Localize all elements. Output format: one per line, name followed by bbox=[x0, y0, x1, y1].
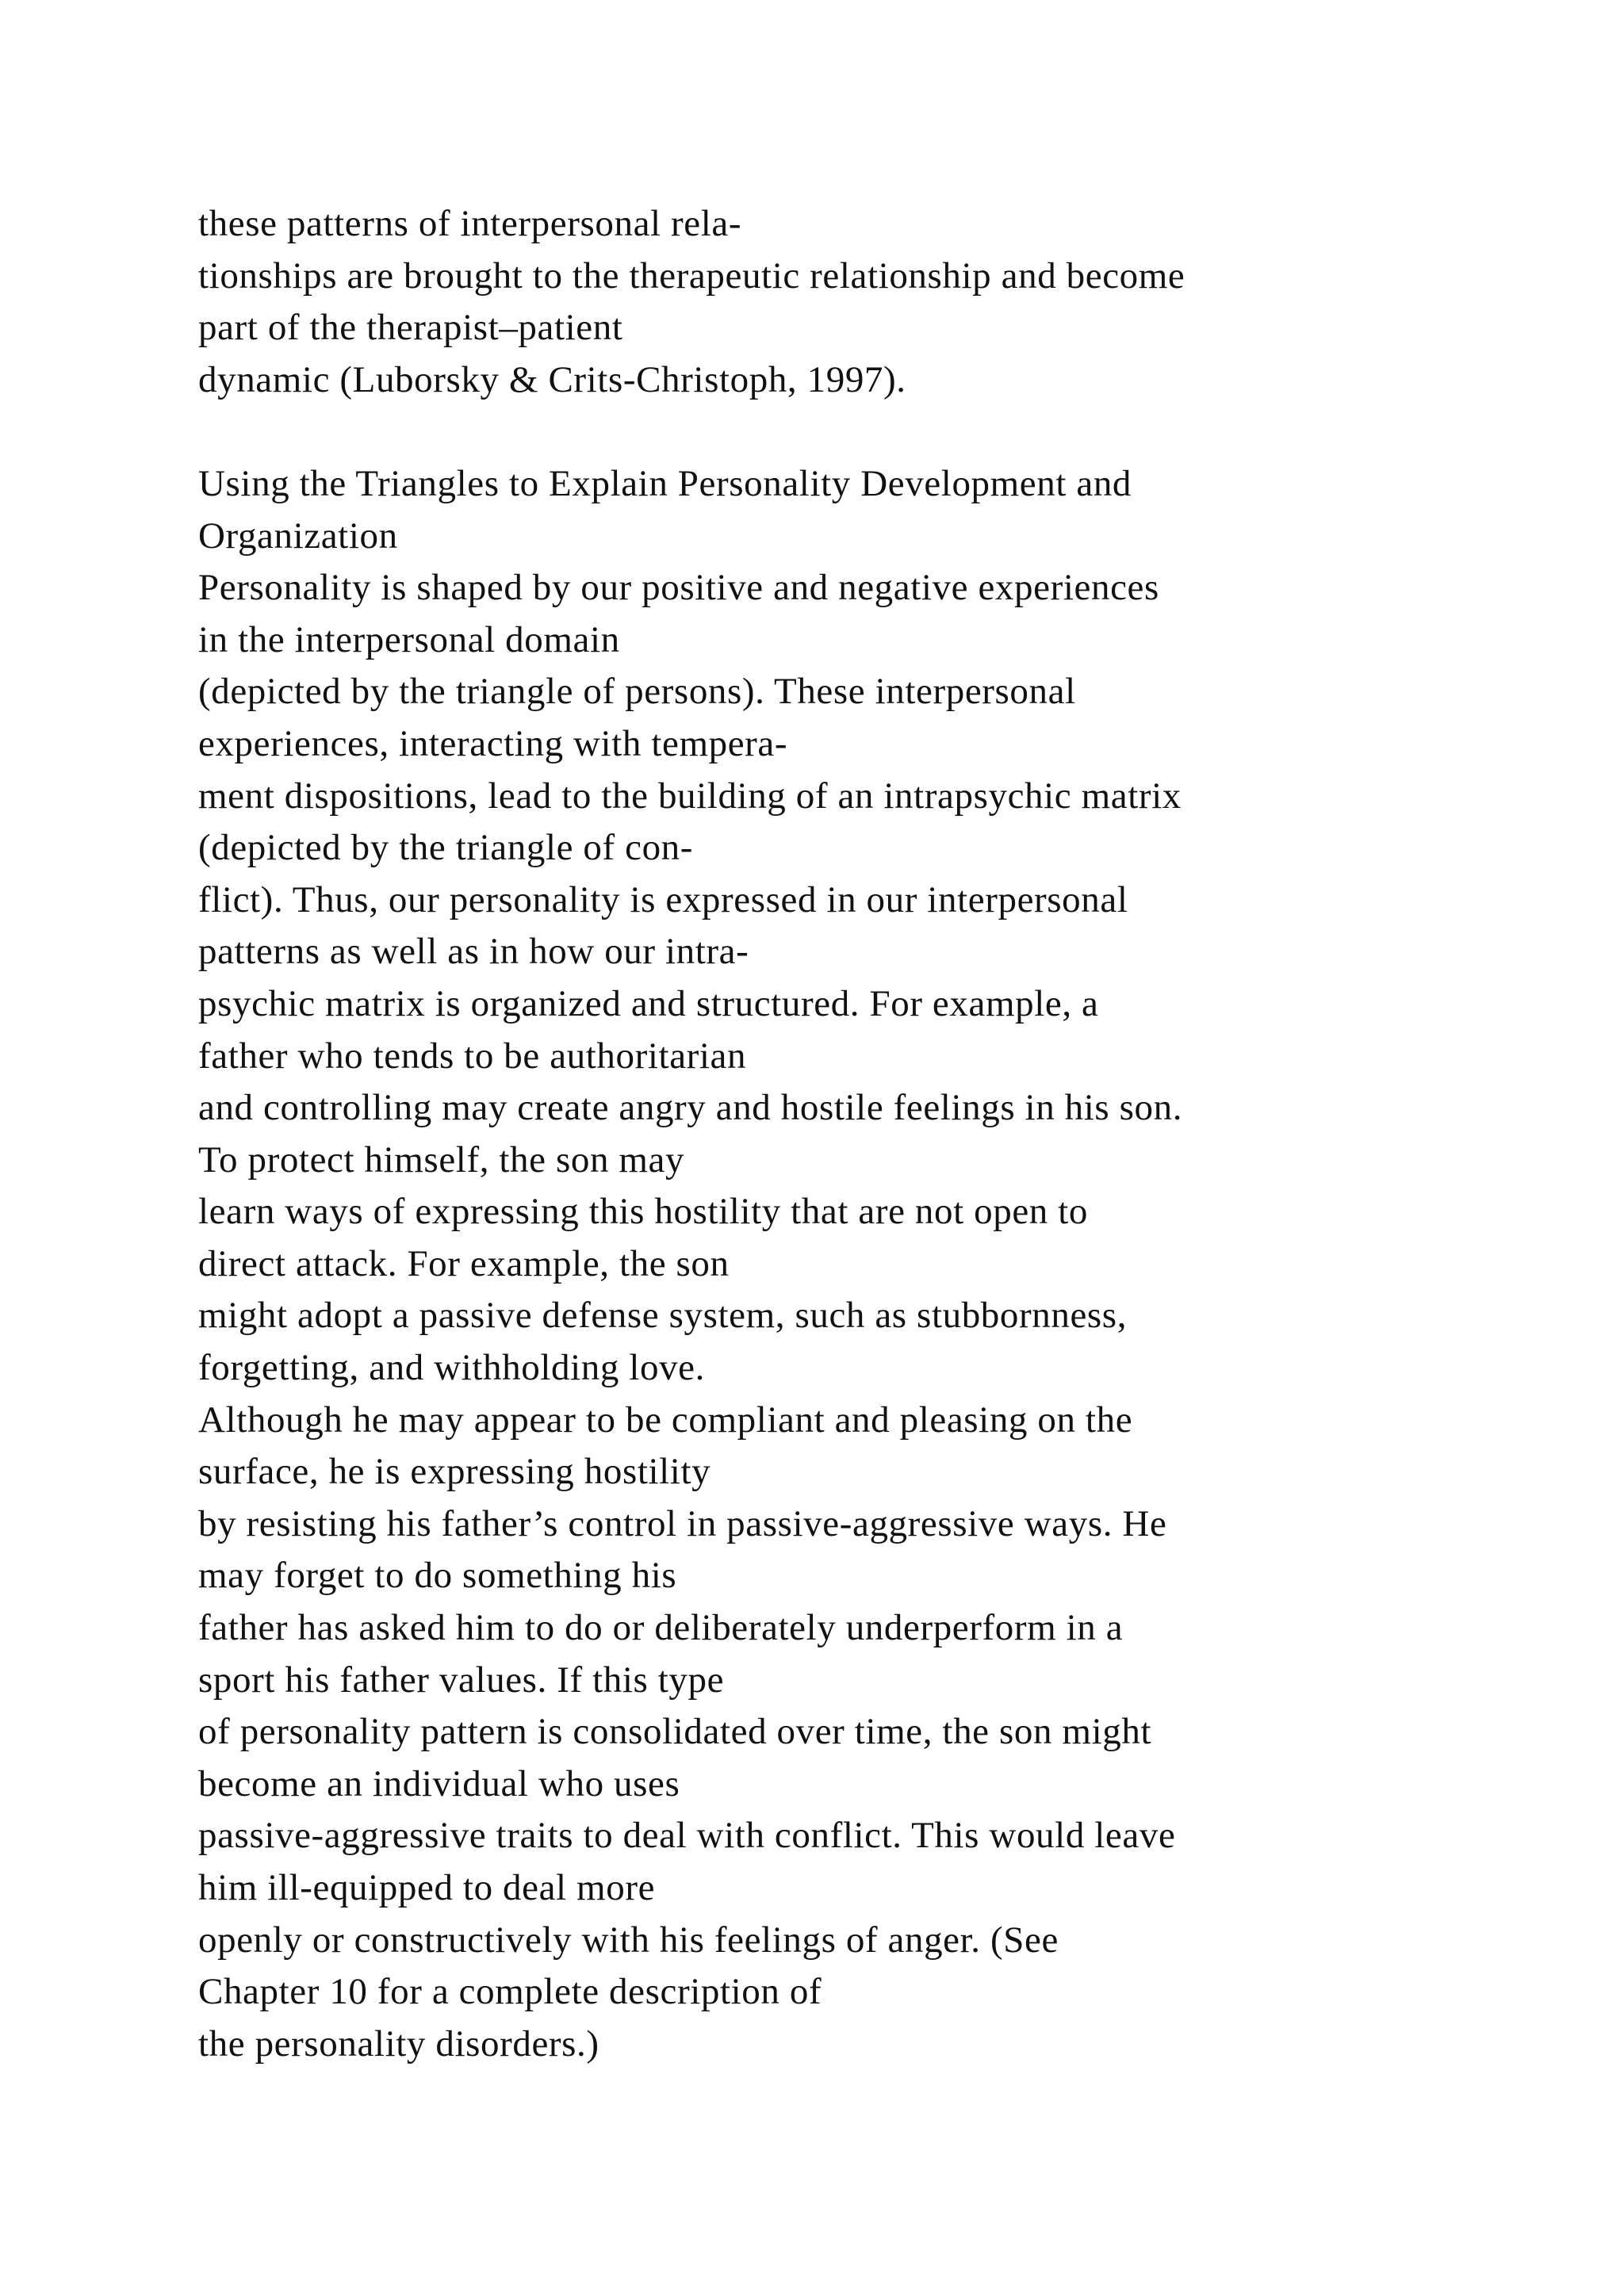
text-line: To protect himself, the son may bbox=[198, 1138, 685, 1181]
text-line: forgetting, and withholding love. bbox=[198, 1347, 705, 1389]
text-line: (depicted by the triangle of persons). These interpersonal bbox=[198, 671, 1076, 713]
text-line: the personality disorders.) bbox=[198, 2022, 599, 2064]
text-line: (depicted by the triangle of con- bbox=[198, 827, 694, 869]
text-line: in the interpersonal domain bbox=[198, 618, 620, 660]
text-line: flict). Thus, our personality is expressed in our interpersonal bbox=[198, 878, 1128, 920]
text-line: sport his father values. If this type bbox=[198, 1659, 725, 1701]
text-line: Personality is shaped by our positive and negative experiences bbox=[198, 567, 1159, 609]
text-line: part of the therapist–patient bbox=[198, 307, 623, 349]
text-line: Chapter 10 for a complete description of bbox=[198, 1971, 822, 2013]
text-line: and controlling may create angry and hostile feelings in his son. bbox=[198, 1087, 1183, 1129]
text-line: direct attack. For example, the son bbox=[198, 1242, 730, 1284]
text-line: become an individual who uses bbox=[198, 1762, 680, 1804]
text-line: openly or constructively with his feelings of anger. (See bbox=[198, 1919, 1059, 1961]
text-line: learn ways of expressing this hostility that are not open to bbox=[198, 1191, 1089, 1233]
text-line: experiences, interacting with tempera- bbox=[198, 722, 788, 764]
text-line: surface, he is expressing hostility bbox=[198, 1451, 711, 1493]
text-line: ment dispositions, lead to the building of an intrapsychic matrix bbox=[198, 775, 1182, 817]
section-heading: Using the Triangles to Explain Personality Development and bbox=[198, 462, 1132, 504]
text-line: might adopt a passive defense system, such as stubbornness, bbox=[198, 1295, 1128, 1337]
text-line: may forget to do something his bbox=[198, 1555, 677, 1597]
text-line: psychic matrix is organized and structured. For example, a bbox=[198, 982, 1099, 1024]
text-line: tionships are brought to the therapeutic relationship and become bbox=[198, 254, 1185, 297]
section-heading: Organization bbox=[198, 515, 398, 557]
text-line: these patterns of interpersonal rela- bbox=[198, 203, 742, 244]
text-line: by resisting his father’s control in passive-aggressive ways. He bbox=[198, 1502, 1167, 1544]
text-line: passive-aggressive traits to deal with conflict. This would leave bbox=[198, 1815, 1176, 1857]
text-line: father who tends to be authoritarian bbox=[198, 1035, 747, 1077]
text-line: patterns as well as in how our intra- bbox=[198, 931, 749, 973]
text-line: him ill-equipped to deal more bbox=[198, 1867, 656, 1908]
text-line: dynamic (Luborsky & Crits-Christoph, 1997). bbox=[198, 358, 906, 400]
text-line: Although he may appear to be compliant and pleasing on the bbox=[198, 1399, 1133, 1441]
paragraph-gap bbox=[198, 406, 1562, 458]
text-line: father has asked him to do or deliberately underperform in a bbox=[198, 1607, 1124, 1649]
text-line: of personality pattern is consolidated over time, the son might bbox=[198, 1711, 1152, 1753]
document-page bbox=[198, 198, 1562, 2070]
